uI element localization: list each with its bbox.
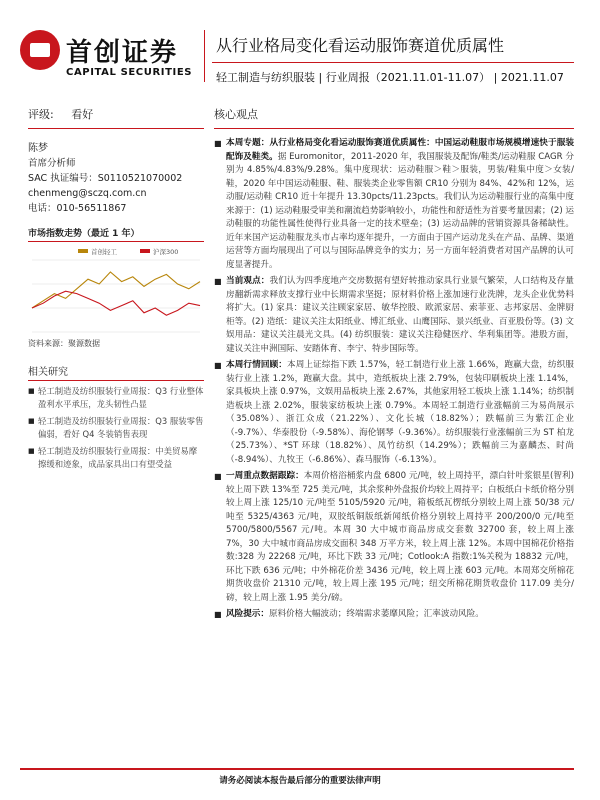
analyst-name: 陈梦	[28, 143, 48, 154]
related-item[interactable]: ■ 轻工制造及纺织服装行业周报：中美贸易摩擦缓和迹象，成品家具出口有望受益	[28, 445, 204, 471]
rating-label: 评级:	[28, 108, 54, 121]
analyst-info	[28, 141, 204, 216]
weekly-topic-paragraph	[214, 137, 574, 272]
report-title: 从行业格局变化看运动服饰赛道优质属性	[216, 36, 505, 55]
chart-source: 资料来源：聚源数据	[28, 339, 100, 348]
rating-value: 看好	[71, 108, 94, 121]
risk-warning-head: 风险提示：	[226, 609, 269, 619]
legend-label: 沪深300	[153, 248, 179, 256]
title-underline	[212, 62, 574, 63]
current-view-paragraph	[214, 275, 574, 356]
related-research-title: 相关研究	[28, 363, 204, 381]
main-column	[214, 104, 574, 625]
current-view-head: 当前观点：	[226, 276, 270, 286]
analyst-email: chenmeng@sczq.com.cn	[28, 188, 147, 199]
logo-mark-icon	[20, 30, 60, 70]
related-research-list	[28, 385, 204, 471]
footer-rule	[20, 768, 574, 770]
chart-canvas	[28, 244, 204, 336]
data-tracking-body: 本周价格浴桶浆内盘 6800 元/吨，较上周持平，漂白针叶浆银星(智利)较上周下跌 13%至 725 美元/吨，其余浆种外盘报价均较上周持平；白板纸白卡纸价格分别较上周上涨 125/10 元/吨至 5105/5920 元/吨，箱板纸瓦楞纸分别较上周上涨 50/38 元/吨至 5325/4363 元/吨，双胶纸铜版纸新闻纸价格分别较上周持平 200/200/0 元/吨至 5700/5800/5567 元/吨。本周 30 大中城市商品房成交套数 32700 套，较上周上涨 7%，30 大中城市商品房成交面积 348 万平方米，较上周上涨 12%。本周中国棉花价格指数:328 为 22268 元/吨，环比下跌 33 元/吨；Cotlook:A 指数:1%关税为 18832 元/吨，环比下跌 636 元/吨；中外棉花价差 3436 元/吨，较上周上涨 603 元/吨。本周郑交所棉花期货收盘价 21310 元/吨，较上周上涨 195 元/吨；纽交所棉花期货收盘价 117.09 美分/磅，较上周上涨 1.95 美分/磅。	[226, 471, 574, 603]
header-divider	[204, 30, 205, 82]
series-line-0	[32, 272, 200, 308]
legend-swatch	[78, 249, 88, 253]
legal-disclaimer: 请务必阅读本报告最后部分的重要法律声明	[219, 776, 381, 786]
current-view-body: 我们认为四季度地产交房数据有望好转推动家具行业景气繁荣，人口结构及存量房翻新需求释放支撑行业中长期需求坚挺；原材料价格上涨加速行业洗牌，龙头企业优势料将扩大。(1) 家具：建议关注顾家家居、敏华控股、欧派家居、索菲亚、志邦家居、金牌厨柜等。(2) 造纸：建议关注太阳纸业、博汇纸业、山鹰国际、景兴纸业、百亚股份等。(3) 文娱用品：建议关注晨光文具。(4) 纺织服装：建议关注稳健医疗、华利集团等。港股方面，建议关注申洲国际、安踏体育、李宁、特步国际等。	[226, 276, 574, 354]
weekly-topic-head: 本周专题：从行业格局变化看运动服饰赛道优质属性：中国运动鞋服市场规模增速快于服装配饰及鞋类。	[226, 138, 574, 162]
risk-warning-body: 原料价格大幅波动；终端需求萎靡风险；汇率波动风险。	[268, 609, 484, 619]
legend-swatch	[140, 249, 150, 253]
related-item[interactable]: ■ 轻工制造及纺织服装行业周报：Q3 服装零售偏弱，看好 Q4 冬装销售表现	[28, 415, 204, 441]
legend-label: 首创轻工	[91, 248, 117, 256]
rating-rule	[28, 128, 204, 129]
logo-chinese-name: 首创证券	[66, 38, 179, 68]
data-tracking-paragraph	[214, 470, 574, 605]
sidebar-column	[28, 104, 204, 475]
core-view-rule	[214, 128, 574, 129]
related-item[interactable]: ■ 轻工制造及纺织服装行业周报：Q3 行业整体盈利水平承压，龙头韧性凸显	[28, 385, 204, 411]
logo-english-name: CAPITAL SECURITIES	[66, 67, 193, 78]
market-index-chart	[28, 226, 204, 349]
chart-title: 市场指数走势（最近 1 年）	[28, 226, 204, 242]
report-header	[0, 0, 600, 100]
data-tracking-head: 一周重点数据跟踪：	[226, 471, 304, 481]
analyst-sac: SAC 执证编号：S0110521070002	[28, 173, 183, 184]
series-line-1	[32, 291, 200, 315]
market-review-body: 本周上证综指下跌 1.57%，轻工制造行业上涨 1.66%，跑赢大盘，纺织服装行业上涨 1.2%，跑赢大盘。其中，造纸板块上涨 2.79%，包装印刷板块上涨 1.14%，家具板块上涨 0.97%，文娱用品板块上涨 2.67%，其他家用轻工板块上涨 1.14%；纺织制造板块上涨 2.02%，服装家纺板块上涨 0.79%。本周轻工制造行业涨幅前三为易尚展示（35.08%）、浙江众成（21.22%）、文化长城（18.82%）；跌幅前三为紫江企业（-9.7%）、华泰股份（-9.58%）、海伦钢琴（-9.36%）。纺织服装行业涨幅前三为 ST 柏龙（25.73%）、*ST 环球（18.82%）、凤竹纺织（14.29%）；跌幅前三为嘉麟杰、时尚（-8.94%）、九牧王（-6.86%）、森马服饰（-6.13%）。	[226, 360, 574, 465]
analyst-title: 首席分析师	[28, 158, 76, 169]
rating-row	[28, 104, 204, 126]
core-view-title: 核心观点	[214, 108, 258, 121]
market-review-paragraph	[214, 359, 574, 467]
report-subtitle: 轻工制造与纺织服装 | 行业周报（2021.11.01-11.07） | 2021.11.07	[216, 71, 564, 84]
company-logo	[20, 30, 198, 82]
risk-warning-paragraph	[214, 608, 574, 622]
analyst-phone: 电话：010-56511867	[28, 203, 127, 214]
market-review-head: 本周行情回顾：	[226, 360, 287, 370]
weekly-topic-body: 据 Euromonitor，2011-2020 年，我国服装及配饰/鞋类/运动鞋服 CAGR 分别为 4.85%/4.83%/9.28%。集中度现状：运动鞋服＞鞋＞服装，男装/鞋集中度＞女装/鞋，2020 年中国运动鞋服、鞋、服装类企业零售额 CR10 分别为 84%、42%和 12%，运动服/运动鞋 CR10 近十年提升 13.30pcts/11.23pcts。我们认为运动鞋服行业的高集中度来源于：(1) 运动鞋服受审美和潮流趋势影响较小，功能性和舒适性为首要考量因素；(2) 运动鞋服的功能性属性使得行业具备一定的技术壁垒；(3) 运动品牌的营销资源具备稀缺性。近年来国产运动鞋服龙头市占率均逐年提升，一方面由于国产运动龙头在产品、品牌、渠道运营等方面均展现出了可以与国际品牌竞争的实力；另一方面年轻消费者对国产品牌的认可度显著提升。	[226, 151, 574, 270]
